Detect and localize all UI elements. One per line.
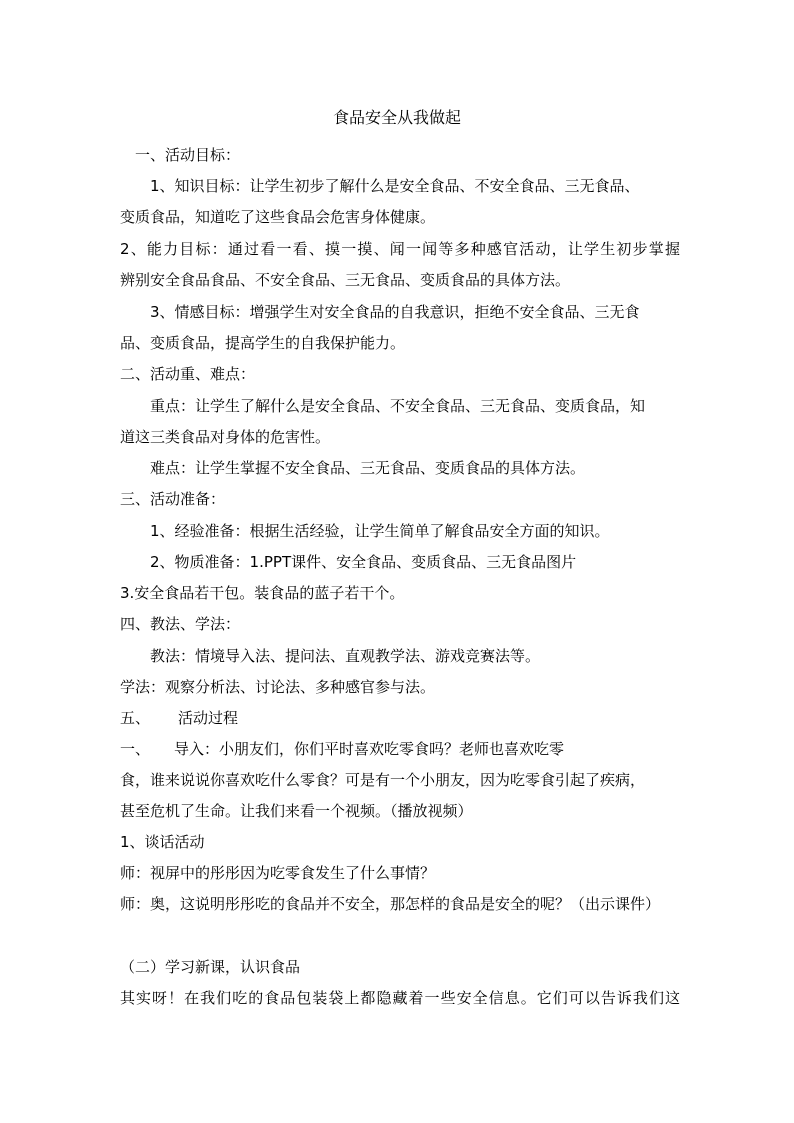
paragraph-line: 师：视屏中的彤彤因为吃零食发生了什么事情？ — [120, 864, 436, 882]
subsection-heading: 1、谈话活动 — [120, 833, 205, 851]
paragraph-line: 变质食品，知道吃了这些食品会危害身体健康。 — [120, 208, 436, 226]
paragraph-line: 其实呀！在我们吃的食品包装袋上都隐藏着一些安全信息。它们可以告诉我们这 — [120, 989, 680, 1007]
paragraph-line: 辨别安全食品食品、不安全食品、三无食品、变质食品的具体方法。 — [120, 271, 571, 289]
section-heading-key-points: 二、活动重、难点： — [120, 365, 256, 383]
document-title: 食品安全从我做起 — [332, 108, 461, 127]
paragraph-line: 甚至危机了生命。让我们来看一个视频。（播放视频） — [120, 802, 473, 820]
section-heading-process — [120, 708, 680, 728]
step-text: 导入：小朋友们，你们平时喜欢吃零食吗？老师也喜欢吃零 — [174, 740, 565, 758]
paragraph-line: 1、经验准备：根据生活经验，让学生简单了解食品安全方面的知识。 — [150, 522, 610, 540]
paragraph-line: 2、能力目标：通过看一看、摸一摸、闻一闻等多种感官活动，让学生初步掌握 — [120, 240, 680, 258]
section-heading-goals: 一、活动目标： — [135, 146, 241, 164]
section-heading-methods: 四、教法、学法： — [120, 615, 241, 633]
paragraph-line: 重点：让学生了解什么是安全食品、不安全食品、三无食品、变质食品，知 — [150, 397, 646, 415]
step-number: 一、 — [120, 740, 151, 758]
subsection-heading: （二）学习新课，认识食品 — [120, 958, 301, 976]
paragraph-line — [120, 739, 680, 759]
paragraph-line: 教法：情境导入法、提问法、直观教学法、游戏竞赛法等。 — [150, 647, 541, 665]
section-number: 五、 — [120, 709, 151, 727]
section-heading-preparation: 三、活动准备： — [120, 490, 226, 508]
paragraph-line: 师：奥，这说明彤彤吃的食品并不安全，那怎样的食品是安全的呢？（出示课件） — [120, 895, 661, 913]
paragraph-line: 食，谁来说说你喜欢吃什么零食？可是有一个小朋友，因为吃零食引起了疾病， — [120, 771, 646, 789]
paragraph-line: 道这三类食品对身体的危害性。 — [120, 428, 331, 446]
paragraph-line: 1、知识目标：让学生初步了解什么是安全食品、不安全食品、三无食品、 — [150, 177, 640, 195]
section-label: 活动过程 — [178, 709, 239, 727]
paragraph-line: 3、情感目标：增强学生对安全食品的自我意识，拒绝不安全食品、三无食 — [150, 303, 640, 321]
paragraph-line: 2、物质准备：1.PPT课件、安全食品、变质食品、三无食品图片 — [150, 553, 577, 571]
paragraph-line: 品、变质食品，提高学生的自我保护能力。 — [120, 334, 406, 352]
paragraph-line: 难点：让学生掌握不安全食品、三无食品、变质食品的具体方法。 — [150, 459, 586, 477]
paragraph-line: 学法：观察分析法、讨论法、多种感官参与法。 — [120, 678, 436, 696]
paragraph-line: 3.安全食品若干包。装食品的蓝子若干个。 — [120, 584, 405, 602]
